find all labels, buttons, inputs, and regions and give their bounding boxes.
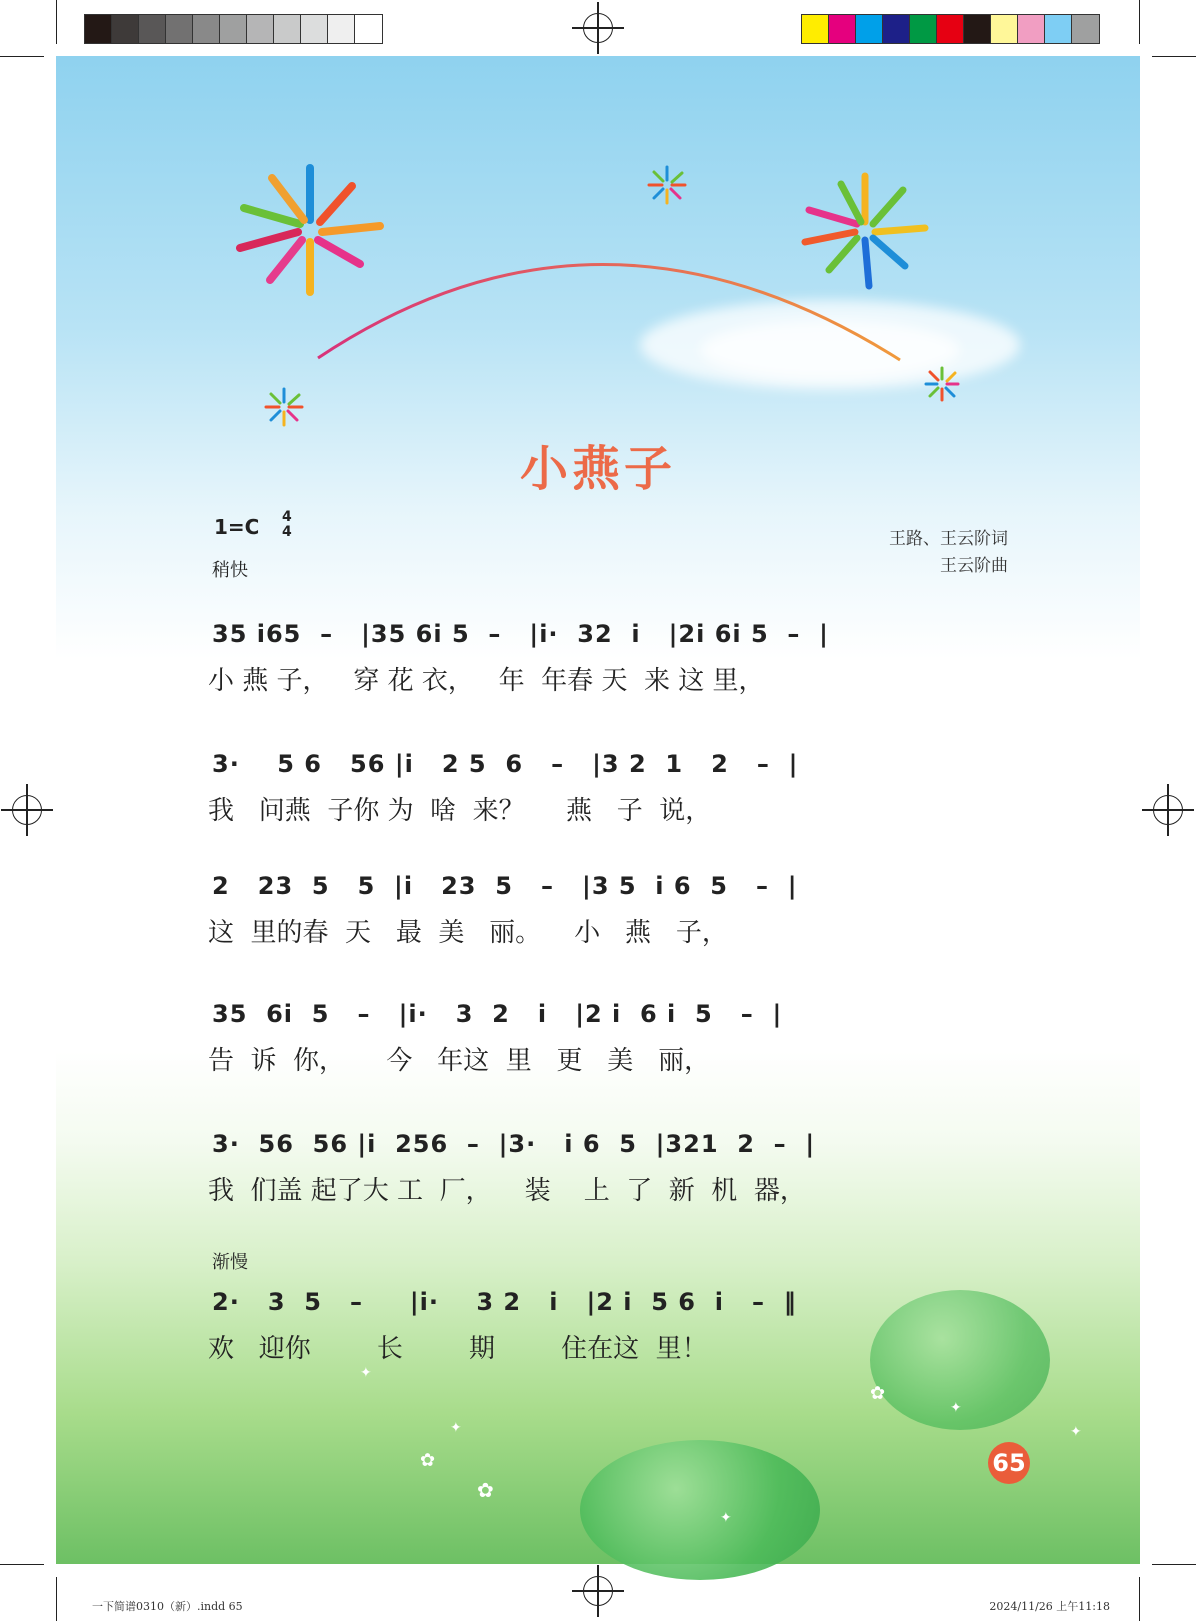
color-swatch <box>802 15 829 43</box>
gray-swatch <box>166 15 193 43</box>
time-signature-top: 4 <box>282 509 292 525</box>
tempo-marking: 稍快 <box>212 560 248 581</box>
notation-line: 3· 5 6 56 |i 2 5 6 – |3 2 1 2 – | <box>212 750 799 778</box>
time-signature <box>282 510 292 540</box>
color-swatch <box>1018 15 1045 43</box>
color-swatch <box>937 15 964 43</box>
lyricist: 王路、王云阶词 <box>889 529 1008 549</box>
gray-swatch <box>355 15 382 43</box>
color-swatch <box>1045 15 1072 43</box>
notation-line: 2 23 5 5 |i 23 5 – |3 5 i 6 5 – | <box>212 872 798 900</box>
crop-mark <box>0 56 44 57</box>
file-slug: 一下简谱0310（新）.indd 65 <box>92 1600 243 1613</box>
sparkle-small <box>922 364 962 404</box>
color-swatch <box>910 15 937 43</box>
color-swatch <box>883 15 910 43</box>
gray-swatch <box>139 15 166 43</box>
sparkle-small <box>262 385 306 429</box>
lyric-line: 告 诉 你， 今 年这 里 更 美 丽， <box>208 1046 711 1076</box>
gray-swatch <box>301 15 328 43</box>
notation-line: 35 6i 5 – |i· 3 2 i |2 i 6 i 5 – | <box>212 1000 783 1028</box>
bush <box>580 1440 820 1580</box>
sparkle-icon: ✦ <box>360 1365 372 1381</box>
lyric-line: 我 问燕 子你 为 啥 来？ 燕 子 说， <box>208 796 712 826</box>
time-signature-bottom: 4 <box>282 524 292 540</box>
crop-mark <box>1152 1564 1196 1565</box>
notation-line: 2· 3 5 – |i· 3 2 i |2 i 5 6 i – ‖ <box>212 1288 797 1316</box>
gray-swatch <box>193 15 220 43</box>
lyric-line: 小 燕 子， 穿 花 衣， 年 年春 天 来 这 里， <box>208 666 765 696</box>
crop-mark <box>1139 1577 1140 1621</box>
crop-mark <box>56 1577 57 1621</box>
firework-right <box>800 170 930 290</box>
firework-left <box>230 160 390 300</box>
gray-swatch <box>328 15 355 43</box>
sparkle-small <box>645 163 689 207</box>
color-swatch <box>964 15 991 43</box>
sparkle-icon: ✦ <box>1070 1424 1082 1440</box>
sparkle-icon: ✦ <box>950 1400 962 1416</box>
gray-swatch <box>274 15 301 43</box>
gray-calibration-bar <box>84 14 383 44</box>
lyric-line: 欢 迎你 长 期 住在这 里！ <box>208 1334 708 1364</box>
page-number: 65 <box>988 1442 1030 1484</box>
key-signature: 1=C <box>214 515 260 539</box>
gray-swatch <box>85 15 112 43</box>
composer: 王云阶曲 <box>940 556 1008 576</box>
crop-mark <box>56 0 57 44</box>
lyric-line: 这 里的春 天 最 美 丽。 小 燕 子， <box>208 918 728 948</box>
crop-mark <box>1139 0 1140 44</box>
lyric-line: 我 们盖 起了大 工 厂， 装 上 了 新 机 器， <box>208 1176 806 1206</box>
notation-line: 3· 56 56 |i 256 – |3· i 6 5 |321 2 – | <box>212 1130 816 1158</box>
color-swatch <box>856 15 883 43</box>
registration-mark-bottom <box>583 1576 613 1606</box>
credits <box>889 526 1008 580</box>
notation-line: 35 i65 – |35 6i 5 – |i· 32 i |2i 6i 5 – | <box>212 620 829 648</box>
color-swatch <box>829 15 856 43</box>
color-calibration-bar <box>801 14 1100 44</box>
ritardando-marking: 渐慢 <box>212 1252 248 1273</box>
gray-swatch <box>112 15 139 43</box>
registration-mark-right <box>1153 795 1183 825</box>
flower-icon: ✿ <box>420 1450 436 1471</box>
sparkle-icon: ✦ <box>450 1420 462 1436</box>
timestamp-slug: 2024/11/26 上午11:18 <box>989 1600 1110 1613</box>
color-swatch <box>991 15 1018 43</box>
crop-mark <box>0 1564 44 1565</box>
flower-icon: ✿ <box>870 1383 886 1404</box>
song-title: 小燕子 <box>519 441 676 497</box>
color-swatch <box>1072 15 1099 43</box>
gray-swatch <box>220 15 247 43</box>
crop-mark <box>1152 56 1196 57</box>
registration-mark-top <box>583 13 613 43</box>
registration-mark-left <box>12 795 42 825</box>
flower-icon: ✿ <box>477 1478 494 1502</box>
sparkle-icon: ✦ <box>720 1510 732 1526</box>
gray-swatch <box>247 15 274 43</box>
